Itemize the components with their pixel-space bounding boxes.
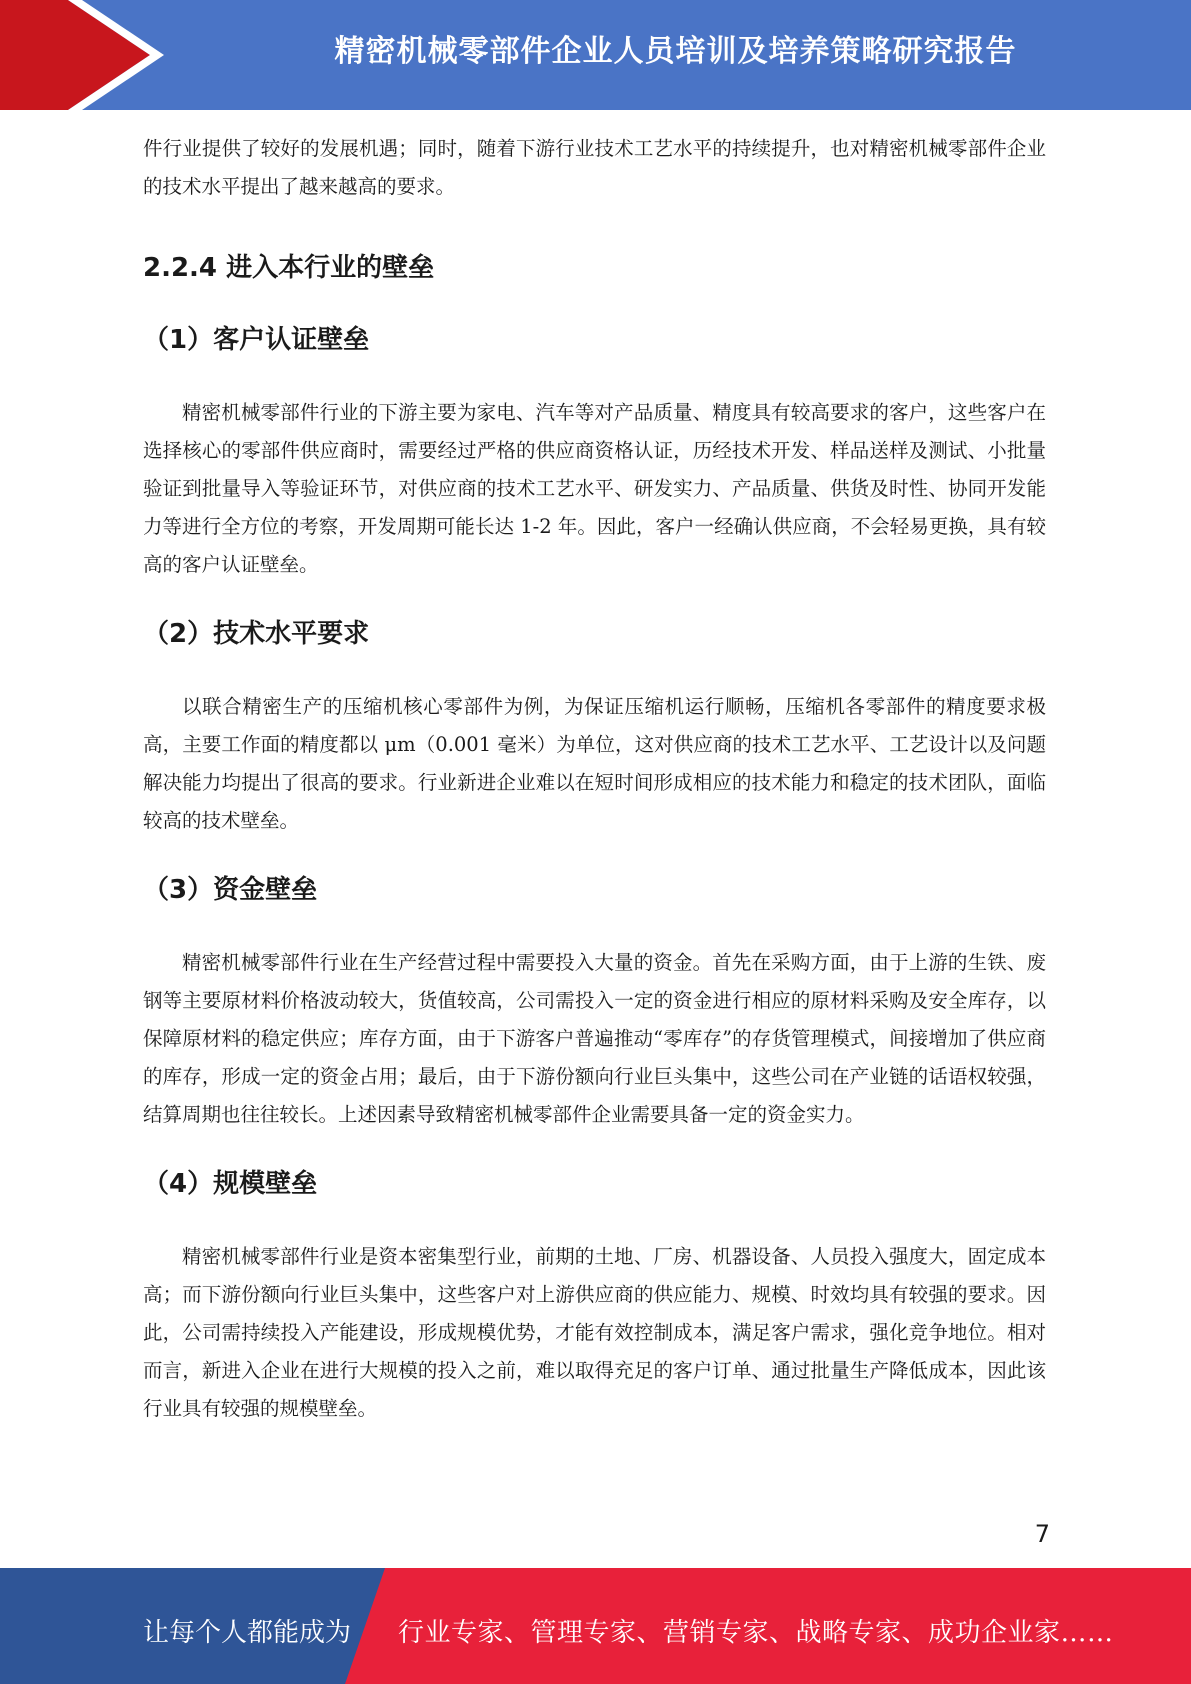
footer-slogan-right: 行业专家、管理专家、营销专家、战略专家、成功企业家……: [398, 1618, 1114, 1648]
footer-slogan-left: 让每个人都能成为: [143, 1618, 352, 1648]
intro-paragraph: 件行业提供了较好的发展机遇；同时，随着下游行业技术工艺水平的持续提升，也对精密机械零部件企业的技术水平提出了越来越高的要求。: [143, 137, 1046, 198]
subsection-heading-1: （1）客户认证壁垒: [143, 325, 370, 355]
section-heading: 2.2.4 进入本行业的壁垒: [143, 253, 435, 283]
subsection-paragraph-1: 精密机械零部件行业的下游主要为家电、汽车等对产品质量、精度具有较高要求的客户，这些客户在选择核心的零部件供应商时，需要经过严格的供应商资格认证，历经技术开发、样品送样及测试、小批量验证到批量导入等验证环节，对供应商的技术工艺水平、研发实力、产品质量、供货及时性、协同开发能力等进行全方位的考察，开发周期可能长达 1-2 年。因此，客户一经确认供应商，不会轻易更换，具有较高的客户认证壁垒。: [143, 401, 1046, 576]
subsection-heading-4: （4）规模壁垒: [143, 1169, 318, 1199]
subsection-heading-3: （3）资金壁垒: [143, 875, 318, 905]
subsection-paragraph-3: 精密机械零部件行业在生产经营过程中需要投入大量的资金。首先在采购方面，由于上游的生铁、废钢等主要原材料价格波动较大，货值较高，公司需投入一定的资金进行相应的原材料采购及安全库存，以保障原材料的稳定供应；库存方面，由于下游客户普遍推动“零库存”的存货管理模式，间接增加了供应商的库存，形成一定的资金占用；最后，由于下游份额向行业巨头集中，这些公司在产业链的话语权较强，结算周期也往往较长。上述因素导致精密机械零部件企业需要具备一定的资金实力。: [143, 951, 1046, 1126]
header-red-chevron: [0, 0, 150, 110]
page-footer: [0, 1568, 1191, 1684]
page-number: 7: [1034, 1520, 1050, 1548]
page-header: [0, 0, 1191, 110]
report-title: 精密机械零部件企业人员培训及培养策略研究报告: [334, 34, 1017, 69]
subsection-heading-2: （2）技术水平要求: [143, 619, 370, 649]
subsection-paragraph-4: 精密机械零部件行业是资本密集型行业，前期的土地、厂房、机器设备、人员投入强度大，固定成本高；而下游份额向行业巨头集中，这些客户对上游供应商的供应能力、规模、时效均具有较强的要求。因此，公司需持续投入产能建设，形成规模优势，才能有效控制成本，满足客户需求，强化竞争地位。相对而言，新进入企业在进行大规模的投入之前，难以取得充足的客户订单、通过批量生产降低成本，因此该行业具有较强的规模壁垒。: [143, 1245, 1046, 1420]
page-content: [143, 130, 1046, 1428]
subsection-paragraph-2: 以联合精密生产的压缩机核心零部件为例，为保证压缩机运行顺畅，压缩机各零部件的精度要求极高，主要工作面的精度都以 μm（0.001 毫米）为单位，这对供应商的技术工艺水平、工艺设计以及问题解决能力均提出了很高的要求。行业新进企业难以在短时间形成相应的技术能力和稳定的技术团队，面临较高的技术壁垒。: [143, 695, 1046, 832]
